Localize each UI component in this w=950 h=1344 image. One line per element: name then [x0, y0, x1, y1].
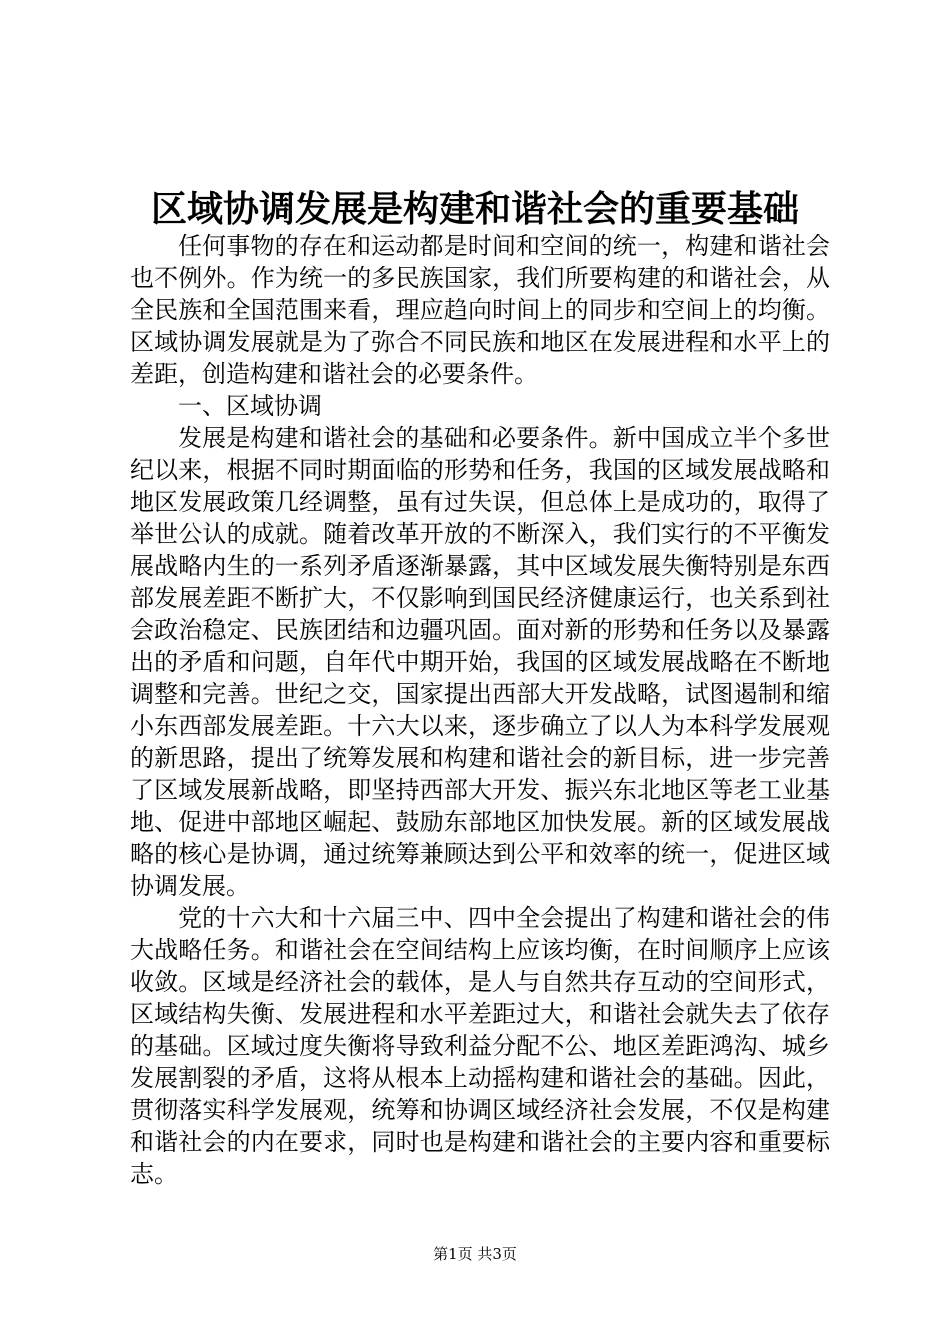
paragraph-development: 发展是构建和谐社会的基础和必要条件。新中国成立半个多世纪以来，根据不同时期面临的形势和任务，我国的区域发展战略和地区发展政策几经调整，虽有过失误，但总体上是成功的，取得了举世公认的成就。随着改革开放的不断深入，我们实行的不平衡发展战略内生的一系列矛盾逐渐暴露，其中区域发展失衡特别是东西部发展差距不断扩大，不仅影响到国民经济健康运行，也关系到社会政治稳定、民族团结和边疆巩固。面对新的形势和任务以及暴露出的矛盾和问题，自年代中期开始，我国的区域发展战略在不断地调整和完善。世纪之交，国家提出西部大开发战略，试图遏制和缩小东西部发展差距。十六大以来，逐步确立了以人为本科学发展观的新思路，提出了统筹发展和构建和谐社会的新目标，进一步完善了区域发展新战略，即坚持西部大开发、振兴东北地区等老工业基地、促进中部地区崛起、鼓励东部地区加快发展。新的区域发展战略的核心是协调，通过统筹兼顾达到公平和效率的统一，促进区域协调发展。 — [130, 424, 830, 900]
section-heading: 一、区域协调 — [178, 392, 322, 420]
paragraph-harmony: 党的十六大和十六届三中、四中全会提出了构建和谐社会的伟大战略任务。和谐社会在空间结构上应该均衡，在时间顺序上应该收敛。区域是经济社会的载体，是人与自然共存互动的空间形式，区域结构失衡、发展进程和水平差距过大，和谐社会就失去了依存的基础。区域过度失衡将导致利益分配不公、地区差距鸿沟、城乡发展割裂的矛盾，这将从根本上动摇构建和谐社会的基础。因此，贯彻落实科学发展观，统筹和协调区域经济社会发展，不仅是构建和谐社会的内在要求，同时也是构建和谐社会的主要内容和重要标志。 — [130, 904, 830, 1188]
paragraph-intro: 任何事物的存在和运动都是时间和空间的统一，构建和谐社会也不例外。作为统一的多民族国家，我们所要构建的和谐社会，从全民族和全国范围来看，理应趋向时间上的同步和空间上的均衡。区域协调发展就是为了弥合不同民族和地区在发展进程和水平上的差距，创造构建和谐社会的必要条件。 — [130, 232, 830, 388]
document-title: 区域协调发展是构建和谐社会的重要基础 — [150, 188, 799, 230]
page-number: 第1页 共3页 — [433, 1245, 517, 1263]
document-body — [130, 230, 830, 1190]
